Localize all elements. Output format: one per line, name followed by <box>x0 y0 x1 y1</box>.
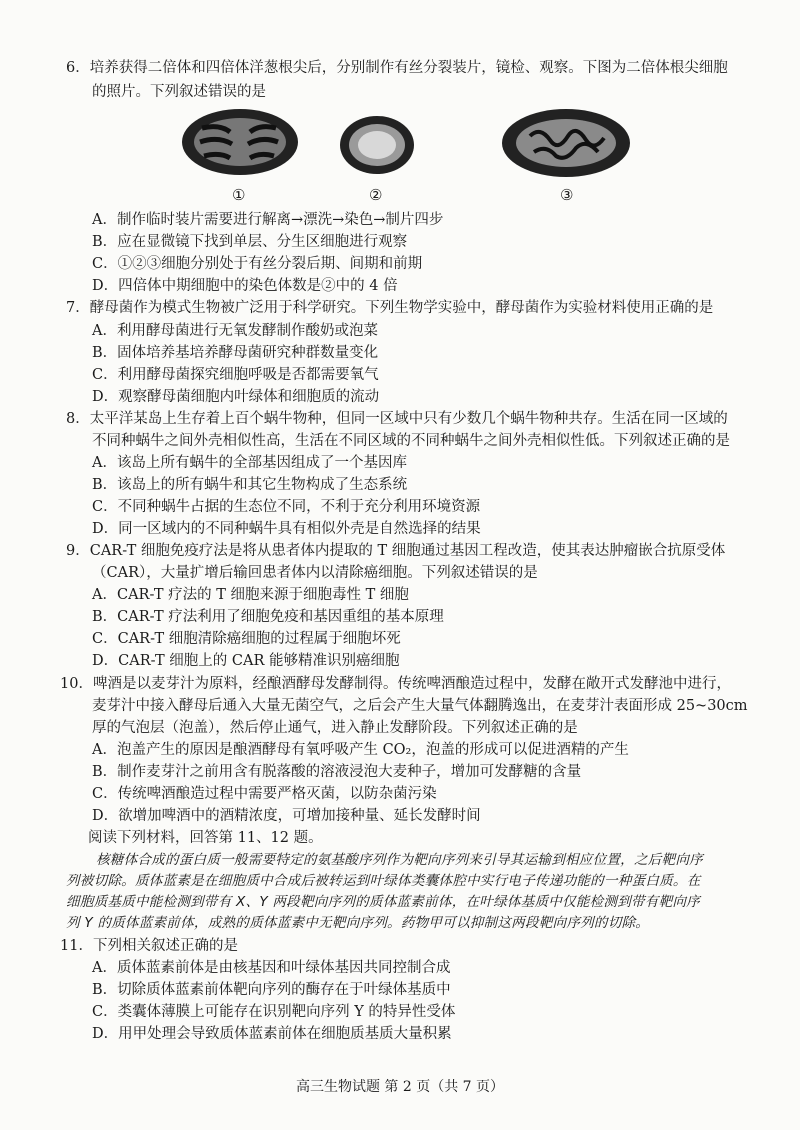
q10-stem-line1: 10．啤酒是以麦芽汁为原料，经酿酒酵母发酵制得。传统啤酒酿造过程中，发酵在敞开式发酵池中进行， <box>60 676 731 692</box>
material-line-4: 列 Y 的质体蓝素前体，成熟的质体蓝素中无靶向序列。药物甲可以抑制这两段靶向序列的切除。 <box>66 915 650 931</box>
q6-stem-line1: 6．培养获得二倍体和四倍体洋葱根尖后，分别制作有丝分裂装片，镜检、观察。下图为二倍体根尖细胞 <box>66 60 728 76</box>
cell-photo-3 <box>500 106 632 180</box>
q7-option-d: D．观察酵母菌细胞内叶绿体和细胞质的流动 <box>92 389 380 405</box>
q7-stem-line1: 7．酵母菌作为模式生物被广泛用于科学研究。下列生物学实验中，酵母菌作为实验材料使用正确的是 <box>66 300 714 316</box>
q6-option-a: A．制作临时装片需要进行解离→漂洗→染色→制片四步 <box>92 212 444 228</box>
figure-label-3: ③ <box>560 186 574 204</box>
q7-option-a: A．利用酵母菌进行无氧发酵制作酸奶或泡菜 <box>92 323 378 339</box>
q8-option-b: B．该岛上的所有蜗牛和其它生物构成了生态系统 <box>92 477 408 493</box>
q10-stem-line3: 厚的气泡层（泡盖），然后停止通气，进入静止发酵阶段。下列叙述正确的是 <box>92 720 578 736</box>
q11-option-b: B．切除质体蓝素前体靶向序列的酶存在于叶绿体基质中 <box>92 982 451 998</box>
figure-label-1: ① <box>232 186 246 204</box>
q11-option-c: C．类囊体薄膜上可能存在识别靶向序列 Y 的特异性受体 <box>92 1004 456 1020</box>
q8-option-d: D．同一区域内的不同种蜗牛具有相似外壳是自然选择的结果 <box>92 521 481 537</box>
figure-label-2: ② <box>369 186 383 204</box>
page-footer: 高三生物试题 第 2 页（共 7 页） <box>295 1079 505 1095</box>
q6-stem-line2: 的照片。下列叙述错误的是 <box>92 84 266 100</box>
material-line-3: 细胞质基质中能检测到带有 X、Y 两段靶向序列的质体蓝素前体，在叶绿体基质中仅能检测到带有靶向序 <box>66 894 700 910</box>
q11-stem-line1: 11．下列相关叙述正确的是 <box>60 938 238 954</box>
q11-option-d: D．用甲处理会导致质体蓝素前体在细胞质基质大量积累 <box>92 1026 452 1042</box>
q11-option-a: A．质体蓝素前体是由核基因和叶绿体基因共同控制合成 <box>92 960 451 976</box>
q8-option-a: A．该岛上所有蜗牛的全部基因组成了一个基因库 <box>92 455 407 471</box>
q8-option-c: C．不同种蜗牛占据的生态位不同，不利于充分利用环境资源 <box>92 499 481 515</box>
q10-option-c: C．传统啤酒酿造过程中需要严格灭菌，以防杂菌污染 <box>92 786 437 802</box>
q10-option-d: D．欲增加啤酒中的酒精浓度，可增加接种量、延长发酵时间 <box>92 808 481 824</box>
cell-photo-1 <box>180 106 300 178</box>
q9-option-a: A．CAR-T 疗法的 T 细胞来源于细胞毒性 T 细胞 <box>92 587 409 603</box>
material-line-1: 核糖体合成的蛋白质一般需要特定的氨基酸序列作为靶向序列来引导其运输到相应位置，之后靶向序 <box>96 852 703 868</box>
q9-stem-line2: （CAR），大量扩增后输回患者体内以清除癌细胞。下列叙述错误的是 <box>92 565 538 581</box>
q6-option-d: D．四倍体中期细胞中的染色体数是②中的 4 倍 <box>92 278 398 294</box>
q9-option-b: B．CAR-T 疗法利用了细胞免疫和基因重组的基本原理 <box>92 609 444 625</box>
q9-option-c: C．CAR-T 细胞清除癌细胞的过程属于细胞坏死 <box>92 631 401 647</box>
q10-option-a: A．泡盖产生的原因是酿酒酵母有氧呼吸产生 CO₂，泡盖的形成可以促进酒精的产生 <box>92 742 629 758</box>
q9-option-d: D．CAR-T 细胞上的 CAR 能够精准识别癌细胞 <box>92 653 400 669</box>
q6-option-b: B．应在显微镜下找到单层、分生区细胞进行观察 <box>92 234 408 250</box>
q10-option-b: B．制作麦芽汁之前用含有脱落酸的溶液浸泡大麦种子，增加可发酵糖的含量 <box>92 764 582 780</box>
q7-option-b: B．固体培养基培养酵母菌研究种群数量变化 <box>92 345 379 361</box>
q8-stem-line2: 不同种蜗牛之间外壳相似性高，生活在不同区域的不同种蜗牛之间外壳相似性低。下列叙述正确的是 <box>92 433 730 449</box>
q9-stem-line1: 9．CAR-T 细胞免疫疗法是将从患者体内提取的 T 细胞通过基因工程改造，使其表达肿瘤嵌合抗原受体 <box>66 543 726 559</box>
material-line-2: 列被切除。质体蓝素是在细胞质中合成后被转运到叶绿体类囊体腔中实行电子传递功能的一种蛋白质。在 <box>66 873 701 889</box>
q6-option-c: C．①②③细胞分别处于有丝分裂后期、间期和前期 <box>92 256 423 272</box>
cell-photo-2 <box>338 114 416 176</box>
q7-option-c: C．利用酵母菌探究细胞呼吸是否都需要氧气 <box>92 367 379 383</box>
q8-stem-line1: 8．太平洋某岛上生存着上百个蜗牛物种，但同一区域中只有少数几个蜗牛物种共存。生活在同一区域的 <box>66 411 728 427</box>
q10-stem-line2: 麦芽汁中接入酵母后通入大量无菌空气，之后会产生大量气体翻腾逸出，在麦芽汁表面形成 25~30cm <box>92 698 748 714</box>
material-intro: 阅读下列材料，回答第 11、12 题。 <box>88 830 323 846</box>
